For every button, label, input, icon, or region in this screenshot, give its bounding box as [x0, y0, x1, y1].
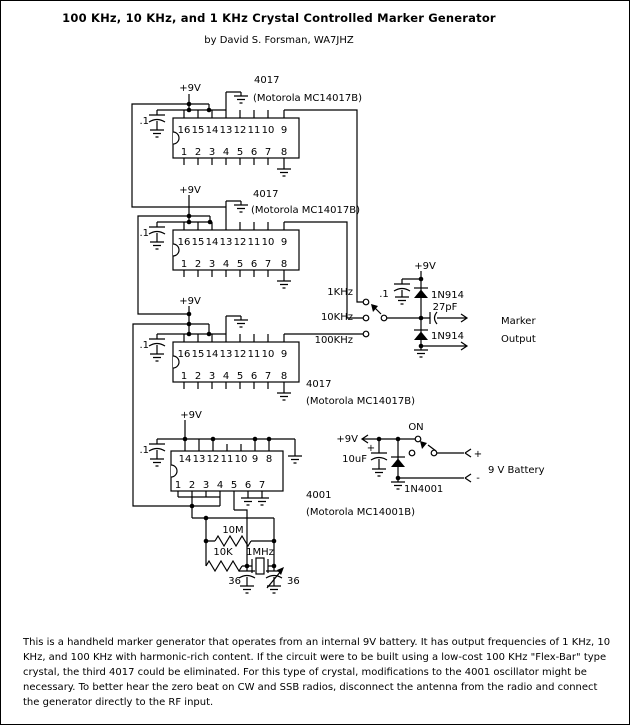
- junction-dot: [187, 332, 192, 337]
- pin-number: 3: [208, 371, 216, 382]
- pin-number: 3: [202, 480, 210, 491]
- clamp-diode-icon: [414, 288, 428, 298]
- pin-number: 4: [222, 259, 230, 270]
- junction-dot: [207, 332, 212, 337]
- bypass-capacitor-icon: [149, 115, 165, 122]
- frequency-selector: [315, 287, 421, 346]
- pin-number: 7: [264, 147, 272, 158]
- junction-dot: [419, 316, 424, 321]
- pin-number: 15: [191, 125, 205, 136]
- pin-number: 13: [192, 454, 206, 465]
- pin-number: 9: [251, 454, 259, 465]
- junction-dot: [396, 437, 401, 442]
- pin-number: 7: [258, 480, 266, 491]
- ground-icon: [277, 277, 291, 288]
- tap-label-1khz: 1KHz: [327, 287, 353, 298]
- junction-dot: [183, 437, 188, 442]
- page-title: 100 KHz, 10 KHz, and 1 KHz Crystal Controlled Marker Generator: [62, 11, 496, 25]
- battery-label: 9 V Battery: [488, 465, 545, 476]
- pin-number: 3: [208, 147, 216, 158]
- coupling-cap-label: 27pF: [432, 302, 458, 313]
- pin-number: 2: [194, 259, 202, 270]
- supply-label: +9V: [414, 261, 436, 272]
- junction-dot: [204, 516, 209, 521]
- supply-label: +9V: [179, 185, 201, 196]
- bypass-cap-label: .1: [139, 228, 149, 239]
- junction-dot: [187, 220, 192, 225]
- page-byline: by David S. Forsman, WA7JHZ: [204, 35, 354, 46]
- junction-dot: [245, 564, 250, 569]
- filter-cap-label: 10uF: [342, 454, 367, 465]
- pin-number: 9: [280, 125, 288, 136]
- ground-icon: [150, 126, 164, 137]
- junction-dot: [377, 437, 382, 442]
- pin-number: 15: [191, 349, 205, 360]
- wiper-arrow-icon: [371, 304, 378, 312]
- ground-icon: [255, 494, 269, 505]
- switch-contact-off: [409, 450, 415, 456]
- pin-number: 14: [178, 454, 192, 465]
- ground-icon: [395, 293, 409, 304]
- switch-contact-1khz: [363, 299, 369, 305]
- protection-diode-icon: [391, 457, 405, 467]
- junction-dot: [187, 312, 192, 317]
- feedback-resistor-icon: [215, 536, 251, 546]
- ground-icon: [150, 238, 164, 249]
- pin-number: 4: [216, 480, 224, 491]
- tap-label-10khz: 10KHz: [320, 312, 353, 323]
- clamp-diode-icon: [414, 330, 428, 340]
- ground-icon: [288, 452, 302, 463]
- ground-icon: [234, 316, 248, 327]
- junction-dot: [211, 437, 216, 442]
- ground-icon: [372, 465, 386, 476]
- pin-number: 13: [219, 125, 233, 136]
- switch-contact-100khz: [363, 331, 369, 337]
- pin-number: 11: [247, 349, 261, 360]
- junction-dot: [267, 437, 272, 442]
- pin-number: 7: [264, 259, 272, 270]
- ground-icon: [277, 389, 291, 400]
- pin-number: 15: [191, 237, 205, 248]
- junction-dot: [190, 504, 195, 509]
- junction-dot: [204, 539, 209, 544]
- pin-number: 9: [280, 349, 288, 360]
- diode-label: 1N914: [431, 331, 464, 342]
- ic1-4017: [132, 75, 363, 302]
- bypass-cap-label: .1: [139, 445, 149, 456]
- ground-icon: [150, 350, 164, 361]
- supply-label: +9V: [180, 410, 202, 421]
- chip-part-label: 4017: [306, 379, 332, 390]
- bypass-capacitor-icon: [149, 444, 165, 451]
- pin-number: 8: [280, 259, 288, 270]
- pin-number: 14: [205, 237, 219, 248]
- diode-label: 1N914: [431, 290, 464, 301]
- pin-number: 5: [236, 147, 244, 158]
- pin-number: 5: [236, 371, 244, 382]
- crystal-label: 1MHz: [246, 547, 274, 558]
- pin-number: 14: [205, 125, 219, 136]
- pin-number: 11: [220, 454, 234, 465]
- battery-plus-label: +: [473, 449, 483, 460]
- bypass-capacitor-icon: [149, 227, 165, 234]
- pin-number: 10: [234, 454, 248, 465]
- ground-icon: [150, 455, 164, 466]
- filter-capacitor-icon: [371, 453, 387, 460]
- pin-number: 12: [233, 349, 247, 360]
- pin-number: 4: [222, 371, 230, 382]
- junction-dot: [208, 220, 213, 225]
- junction-dot: [253, 437, 258, 442]
- chip-maker-label: (Motorola MC14017B): [253, 93, 362, 104]
- cap-polarity-label: +: [366, 443, 376, 454]
- junction-dot: [419, 344, 424, 349]
- junction-dot: [419, 277, 424, 282]
- pin-number: 10: [261, 125, 275, 136]
- chip-part-label: 4017: [254, 75, 280, 86]
- pin-number: 8: [280, 147, 288, 158]
- chip-maker-label: (Motorola MC14017B): [306, 396, 415, 407]
- switch-contact-on: [415, 436, 421, 442]
- protection-diode-label: 1N4001: [404, 484, 444, 495]
- ground-icon: [241, 494, 255, 505]
- junction-dot: [187, 102, 192, 107]
- pin-number: 16: [177, 349, 191, 360]
- ic2-4017: [138, 185, 363, 318]
- pin-number: 3: [208, 259, 216, 270]
- ic4-4001: [139, 410, 415, 593]
- feedback-resistor-label: 10M: [222, 525, 244, 536]
- pin-number: 2: [194, 147, 202, 158]
- pin-number: 1: [174, 480, 182, 491]
- chip-maker-label: (Motorola MC14017B): [251, 205, 360, 216]
- chip-part-label: 4017: [253, 189, 279, 200]
- output-stage: [379, 261, 536, 357]
- ground-icon: [277, 165, 291, 176]
- pin-number: 10: [261, 349, 275, 360]
- pin-number: 5: [236, 259, 244, 270]
- wiper-arm: [375, 308, 381, 314]
- bypass-capacitor-icon: [394, 284, 410, 291]
- pin-number: 12: [206, 454, 220, 465]
- pin-number: 11: [247, 125, 261, 136]
- battery-minus-label: -: [476, 473, 480, 484]
- pin-number: 1: [180, 371, 188, 382]
- supply-label: +9V: [179, 83, 201, 94]
- bypass-cap-label: .1: [139, 340, 149, 351]
- chip-maker-label: (Motorola MC14001B): [306, 507, 415, 518]
- tap-label-100khz: 100KHz: [314, 335, 353, 346]
- pin-number: 6: [250, 371, 258, 382]
- marker-output-label-2: Output: [501, 334, 536, 345]
- series-resistor-icon: [206, 561, 242, 571]
- pin-number: 6: [250, 147, 258, 158]
- pin-number: 10: [261, 237, 275, 248]
- pin-number: 13: [219, 349, 233, 360]
- description-text: This is a handheld marker generator that operates from an internal 9V battery. It has output frequencies of 1 KHz, 10 KHz, and 100 KHz with harmonic-rich content. If the circuit were to be built using a low-cost 100 KHz "Flex-Bar" type crystal, the third 4017 could be eliminated. For this type of crystal, modifications to the 4001 oscillator might be necessary. To better hear the zero beat on CW and SSB radios, disconnect the antenna from the radio and connect the generator directly to the RF input.: [23, 637, 611, 708]
- pin-number: 13: [219, 237, 233, 248]
- pin-number: 12: [233, 237, 247, 248]
- pin-number: 12: [233, 125, 247, 136]
- pin-number: 16: [177, 125, 191, 136]
- crystal-icon: [256, 558, 264, 574]
- load-cap-label: 36: [228, 576, 241, 587]
- marker-output-label-1: Marker: [501, 316, 536, 327]
- junction-dot: [207, 108, 212, 113]
- pin-number: 6: [250, 259, 258, 270]
- schematic-drawing: [1, 1, 630, 631]
- pin-number: 7: [264, 371, 272, 382]
- junction-dot: [187, 214, 192, 219]
- wiper-arrow-icon: [420, 441, 427, 449]
- junction-dot: [187, 108, 192, 113]
- bypass-cap-label: .1: [139, 116, 149, 127]
- bypass-cap-label: .1: [379, 289, 389, 300]
- pin-number: 16: [177, 237, 191, 248]
- pin-number: 8: [265, 454, 273, 465]
- ic4-notch-icon: [171, 465, 177, 477]
- pin-number: 1: [180, 147, 188, 158]
- pin-number: 11: [247, 237, 261, 248]
- pin-number: 8: [280, 371, 288, 382]
- pin-number: 6: [244, 480, 252, 491]
- supply-label: +9V: [336, 434, 358, 445]
- junction-dot: [272, 564, 277, 569]
- switch-contact-10khz: [363, 315, 369, 321]
- pin-number: 4: [222, 147, 230, 158]
- switch-pole: [431, 450, 437, 456]
- ground-icon: [240, 582, 254, 593]
- ground-icon: [234, 201, 248, 212]
- switch-on-label: ON: [408, 422, 424, 433]
- trimmer-cap-label: 36: [287, 576, 300, 587]
- series-resistor-label: 10K: [213, 547, 233, 558]
- pin-number: 14: [205, 349, 219, 360]
- pin-number: 2: [194, 371, 202, 382]
- power-section: [336, 422, 544, 495]
- ground-icon: [234, 92, 248, 103]
- ground-icon: [267, 582, 281, 593]
- bypass-capacitor-icon: [149, 339, 165, 346]
- junction-dot: [396, 476, 401, 481]
- chip-part-label: 4001: [306, 490, 332, 501]
- pin-number: 9: [280, 237, 288, 248]
- pin-number: 5: [230, 480, 238, 491]
- switch-pole: [381, 315, 387, 321]
- pin-number: 2: [188, 480, 196, 491]
- junction-dot: [187, 322, 192, 327]
- pin-number: 1: [180, 259, 188, 270]
- junction-dot: [272, 539, 277, 544]
- supply-label: +9V: [179, 296, 201, 307]
